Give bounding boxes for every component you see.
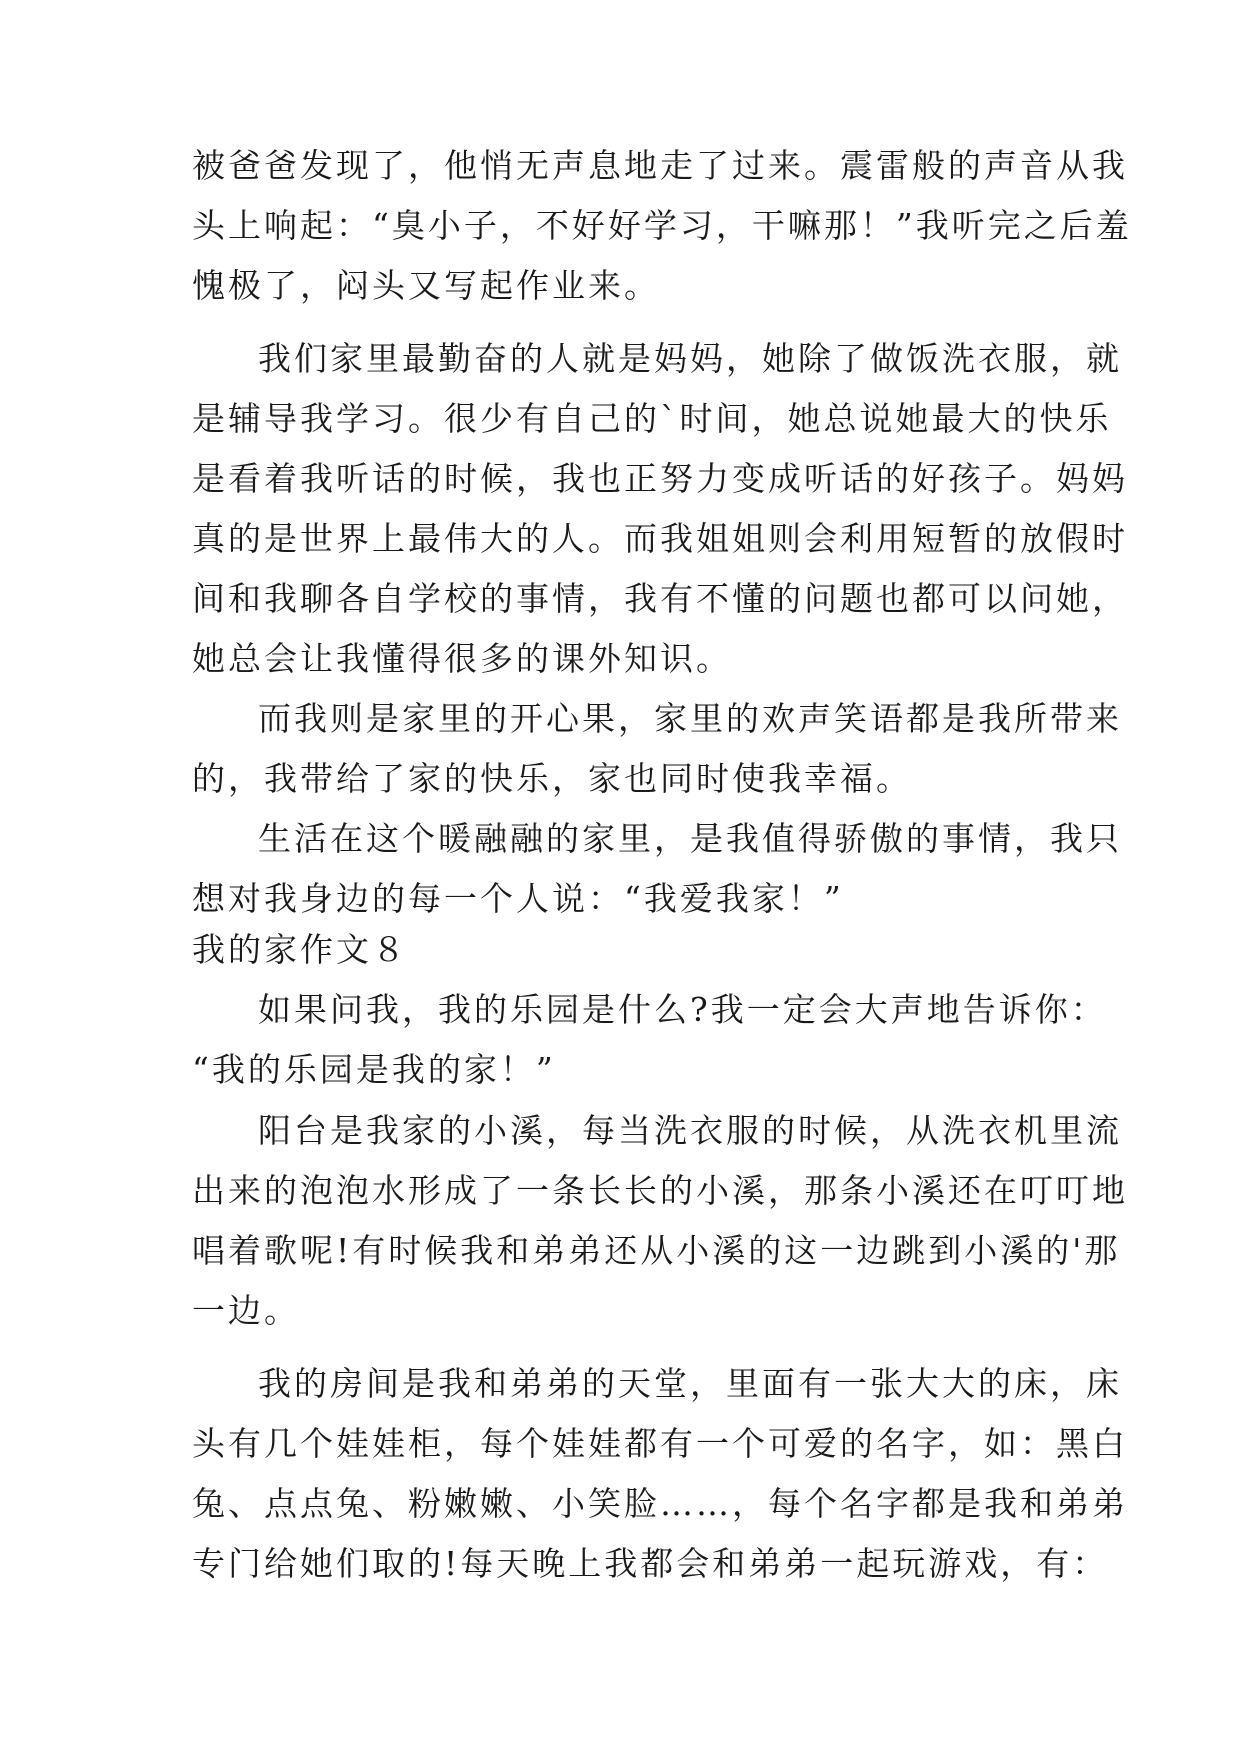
text-line: 是看着我听话的时候，我也正努力变成听话的好孩子。妈妈 bbox=[192, 459, 1128, 498]
paragraph-first-line: 阳台是我家的小溪，每当洗衣服的时候，从洗衣机里流 bbox=[258, 1111, 1122, 1150]
paragraph-first-line: 我的房间是我和弟弟的天堂，里面有一张大大的床，床 bbox=[258, 1364, 1122, 1403]
text-line: 想对我身边的每一个人说：“我爱我家！” bbox=[192, 879, 844, 918]
text-line: 被爸爸发现了，他悄无声息地走了过来。震雷般的声音从我 bbox=[192, 146, 1128, 185]
text-line: 愧极了，闷头又写起作业来。 bbox=[192, 266, 660, 305]
text-line: 间和我聊各自学校的事情，我有不懂的问题也都可以问她， bbox=[192, 579, 1128, 618]
section-title: 我的家作文８ bbox=[192, 930, 408, 969]
paragraph-first-line: 生活在这个暖融融的家里，是我值得骄傲的事情，我只 bbox=[258, 819, 1122, 858]
paragraph-first-line: 我们家里最勤奋的人就是妈妈，她除了做饭洗衣服，就 bbox=[258, 339, 1122, 378]
text-line: 真的是世界上最伟大的人。而我姐姐则会利用短暂的放假时 bbox=[192, 519, 1128, 558]
text-line: 兔、点点兔、粉嫩嫩、小笑脸……，每个名字都是我和弟弟 bbox=[192, 1484, 1128, 1523]
text-line: 一边。 bbox=[192, 1291, 300, 1330]
paragraph-first-line: 如果问我，我的乐园是什么?我一定会大声地告诉你： bbox=[258, 990, 1107, 1029]
text-line: 头上响起：“臭小子，不好好学习，干嘛那！”我听完之后羞 bbox=[192, 206, 1132, 245]
text-line: 她总会让我懂得很多的课外知识。 bbox=[192, 639, 732, 678]
text-line: 的，我带给了家的快乐，家也同时使我幸福。 bbox=[192, 759, 912, 798]
paragraph-first-line: 而我则是家里的开心果，家里的欢声笑语都是我所带来 bbox=[258, 699, 1122, 738]
text-line: 专门给她们取的!每天晚上我都会和弟弟一起玩游戏，有： bbox=[192, 1544, 1109, 1583]
text-line: 唱着歌呢!有时候我和弟弟还从小溪的这一边跳到小溪的'那 bbox=[192, 1231, 1121, 1270]
text-line: 是辅导我学习。很少有自己的`时间，她总说她最大的快乐 bbox=[192, 399, 1112, 438]
text-line: “我的乐园是我的家！” bbox=[192, 1050, 556, 1089]
text-line: 头有几个娃娃柜，每个娃娃都有一个可爱的名字，如：黑白 bbox=[192, 1424, 1128, 1463]
text-line: 出来的泡泡水形成了一条长长的小溪，那条小溪还在叮叮地 bbox=[192, 1171, 1128, 1210]
